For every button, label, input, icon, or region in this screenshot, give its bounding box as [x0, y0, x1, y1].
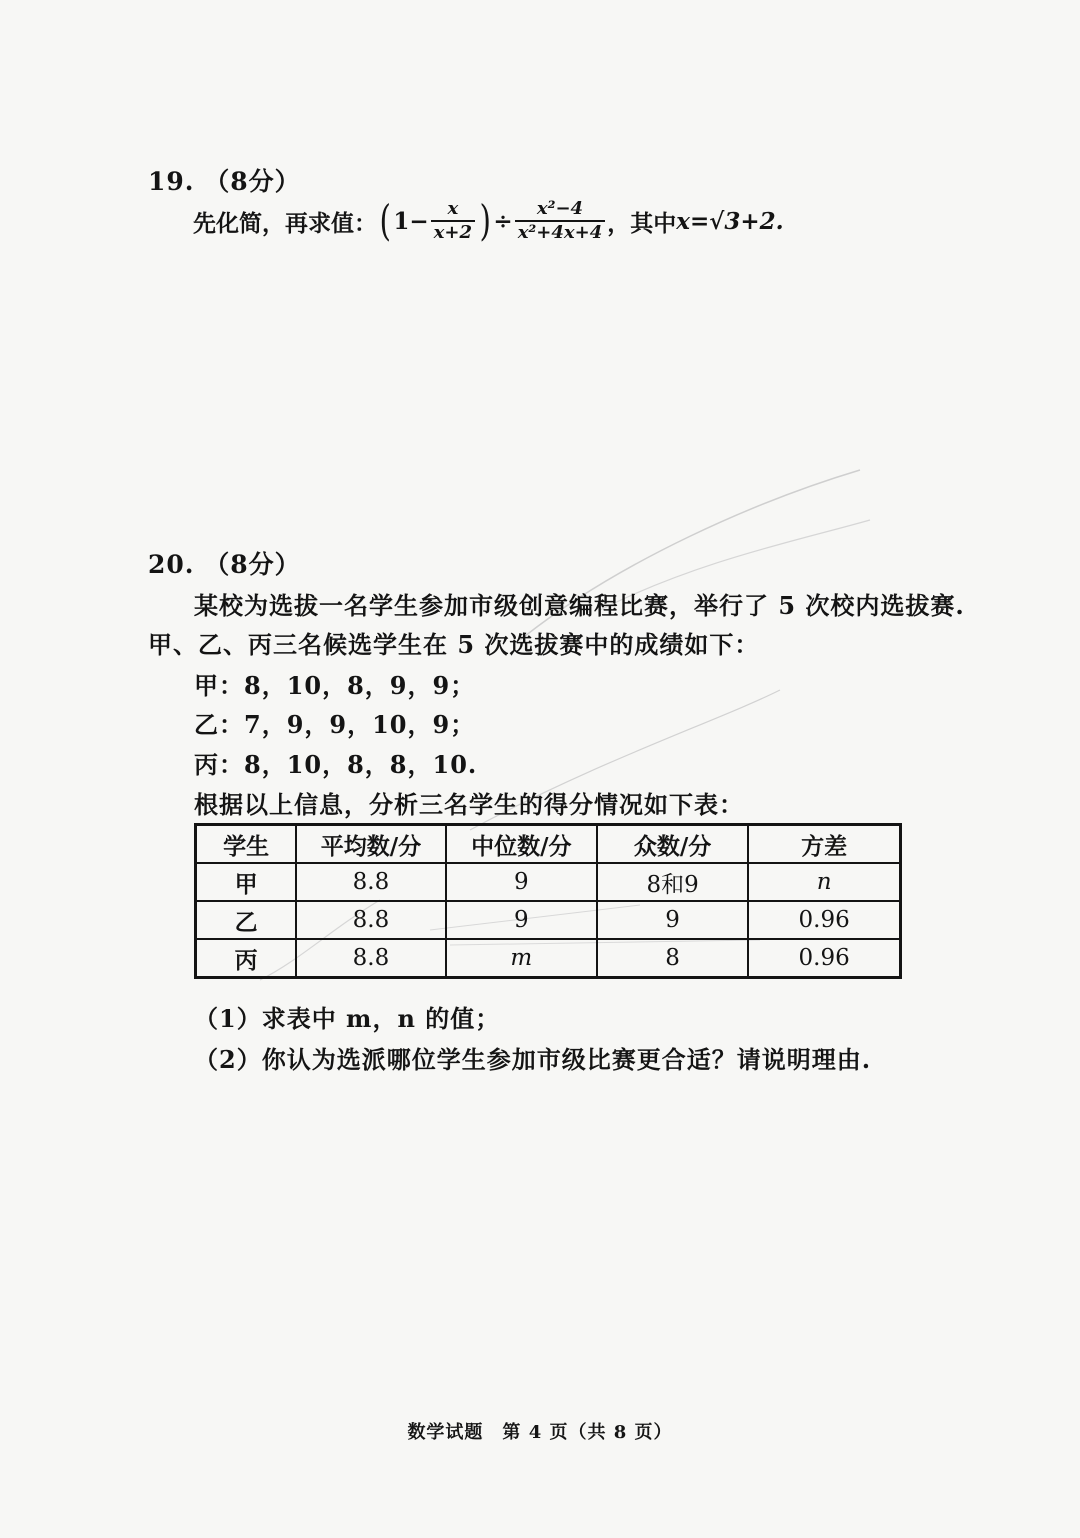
q19-heading: 19. （8分） [148, 167, 301, 196]
header-median: 中位数/分 [446, 825, 597, 864]
condition-value: x=√3+2. [676, 207, 784, 235]
q20-heading: 20. （8分） [148, 550, 301, 579]
header-variance: 方差 [748, 825, 900, 864]
cell-variance: 0.96 [748, 939, 900, 978]
cell-mode: 9 [597, 901, 748, 939]
cell-median: 9 [446, 863, 597, 901]
q20-paragraph-2: 甲、乙、丙三名候选学生在 5 次选拔赛中的成绩如下： [148, 630, 760, 659]
score-line-bing: 丙：8，10，8，8，10. [194, 750, 478, 779]
page-footer: 数学试题 第 4 页（共 8 页） [407, 1422, 673, 1443]
header-mode: 众数/分 [597, 825, 748, 864]
open-paren: ( [379, 196, 391, 245]
cell-median: m [446, 939, 597, 978]
q19-intro: 先化简，再求值： [193, 209, 377, 237]
score-analysis-table [194, 823, 902, 979]
cell-mean: 8.8 [296, 939, 445, 978]
q20-paragraph-3: 根据以上信息，分析三名学生的得分情况如下表： [194, 790, 744, 819]
fraction-2 [515, 198, 606, 244]
fraction-1-denominator: x+2 [431, 220, 475, 244]
cell-student: 丙 [196, 939, 297, 978]
one-minus: 1− [393, 207, 429, 235]
cell-variance: 0.96 [748, 901, 900, 939]
header-student: 学生 [196, 825, 297, 864]
cell-mode: 8和9 [597, 863, 748, 901]
q20-subquestion-2: （2）你认为选派哪位学生参加市级比赛更合适？请说明理由. [194, 1045, 872, 1074]
table-row [196, 939, 901, 978]
divide-sign: ÷ [493, 207, 513, 235]
fraction-2-denominator: x²+4x+4 [515, 220, 606, 244]
header-mean: 平均数/分 [296, 825, 445, 864]
cell-student: 甲 [196, 863, 297, 901]
q20-subquestion-1: （1）求表中 m，n 的值； [194, 1004, 501, 1033]
cell-mode: 8 [597, 939, 748, 978]
cell-median: 9 [446, 901, 597, 939]
cell-variance: n [748, 863, 900, 901]
score-line-jia: 甲：8，10，8，9，9； [194, 671, 476, 700]
cell-mean: 8.8 [296, 863, 445, 901]
fraction-2-numerator: x²−4 [536, 198, 584, 219]
fraction-1-numerator: x [447, 198, 459, 219]
fraction-1 [431, 198, 475, 244]
cell-mean: 8.8 [296, 901, 445, 939]
close-paren: ) [479, 196, 491, 245]
table-header-row [196, 825, 901, 864]
table-row [196, 901, 901, 939]
cell-student: 乙 [196, 901, 297, 939]
score-line-yi: 乙：7，9，9，10，9； [194, 710, 476, 739]
q20-paragraph-1: 某校为选拔一名学生参加市级创意编程比赛，举行了 5 次校内选拔赛. [194, 591, 965, 620]
table-row [196, 863, 901, 901]
q19-problem [193, 198, 784, 244]
condition-prefix: ，其中 [607, 209, 677, 237]
